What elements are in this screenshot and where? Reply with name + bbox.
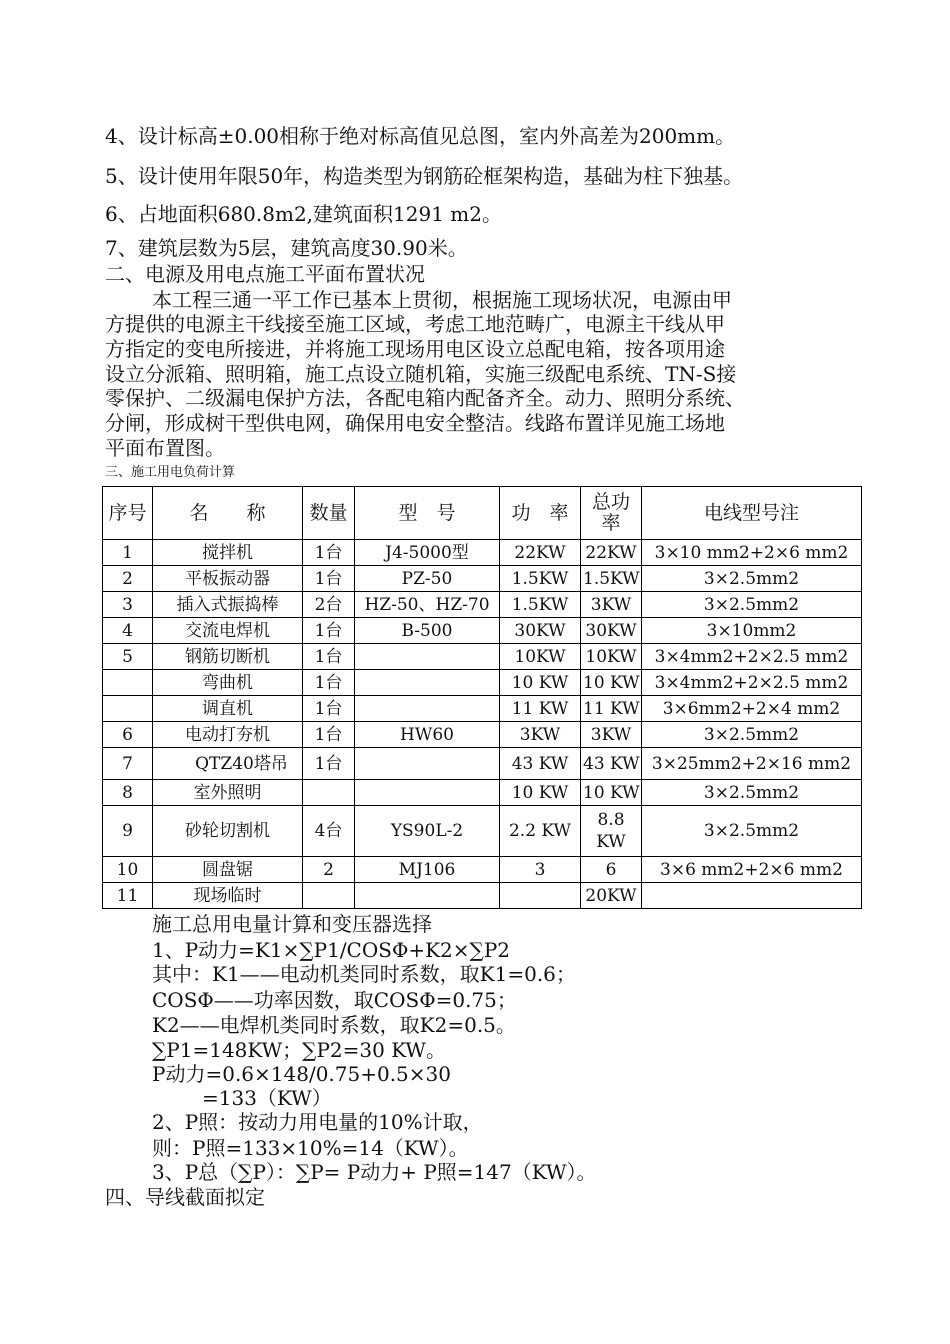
cell-quantity	[303, 883, 355, 909]
table-row	[103, 722, 862, 748]
cell-wire-model: 3×2.5mm2	[642, 722, 862, 748]
cell-quantity: 2台	[303, 592, 355, 618]
cell-quantity	[303, 780, 355, 806]
table-row	[103, 806, 862, 857]
table-row	[103, 696, 862, 722]
cell-wire-model: 3×2.5mm2	[642, 592, 862, 618]
table-header-row	[103, 487, 862, 540]
cell-total-power: 10 KW	[581, 670, 642, 696]
cell-model: HZ-50、HZ-70	[355, 592, 500, 618]
cell-index	[103, 670, 153, 696]
cell-index: 8	[103, 780, 153, 806]
cell-total-power: 22KW	[581, 540, 642, 566]
section-2-line: 平面布置图。	[105, 436, 225, 460]
cell-quantity: 1台	[303, 540, 355, 566]
cell-power: 10 KW	[500, 780, 581, 806]
cell-quantity: 1台	[303, 748, 355, 780]
calc-line: K2——电焊机类同时系数，取K2=0.5。	[152, 1013, 516, 1037]
calc-line: 2、P照：按动力用电量的10%计取，	[152, 1110, 483, 1134]
cell-power: 43 KW	[500, 748, 581, 780]
cell-index: 9	[103, 806, 153, 857]
section-2-line: 本工程三通一平工作已基本上贯彻，根据施工现场状况，电源由甲	[152, 288, 732, 312]
table-row	[103, 857, 862, 883]
cell-model: MJ106	[355, 857, 500, 883]
cell-index: 5	[103, 644, 153, 670]
cell-power	[500, 883, 581, 909]
header-quantity: 数量	[303, 487, 355, 540]
section-2-heading: 二、电源及用电点施工平面布置状况	[105, 262, 425, 286]
cell-name: 插入式振捣棒	[153, 592, 303, 618]
cell-index: 7	[103, 748, 153, 780]
cell-quantity: 4台	[303, 806, 355, 857]
cell-total-power: 3KW	[581, 592, 642, 618]
calc-line: 其中：K1——电动机类同时系数，取K1=0.6；	[152, 962, 576, 986]
cell-name: 室外照明	[153, 780, 303, 806]
cell-index: 1	[103, 540, 153, 566]
table-row	[103, 883, 862, 909]
cell-name: 平板振动器	[153, 566, 303, 592]
cell-wire-model: 3×10 mm2+2×6 mm2	[642, 540, 862, 566]
cell-wire-model: 3×4mm2+2×2.5 mm2	[642, 670, 862, 696]
cell-power: 10KW	[500, 644, 581, 670]
cell-name: 弯曲机	[153, 670, 303, 696]
cell-name: QTZ40塔吊	[153, 748, 303, 780]
table-row	[103, 566, 862, 592]
cell-index: 6	[103, 722, 153, 748]
table-row	[103, 592, 862, 618]
cell-total-power: 43 KW	[581, 748, 642, 780]
cell-model	[355, 748, 500, 780]
table-row	[103, 618, 862, 644]
cell-total-power: 6	[581, 857, 642, 883]
cell-model	[355, 670, 500, 696]
cell-wire-model	[642, 883, 862, 909]
cell-model: HW60	[355, 722, 500, 748]
table-row	[103, 670, 862, 696]
table-row	[103, 644, 862, 670]
cell-power: 11 KW	[500, 696, 581, 722]
cell-name: 搅拌机	[153, 540, 303, 566]
cell-wire-model: 3×10mm2	[642, 618, 862, 644]
table-row	[103, 748, 862, 780]
cell-name: 砂轮切割机	[153, 806, 303, 857]
header-power: 功 率	[500, 487, 581, 540]
cell-wire-model: 3×2.5mm2	[642, 806, 862, 857]
load-table	[102, 486, 862, 909]
item-5: 5、设计使用年限50年，构造类型为钢筋砼框架构造，基础为柱下独基。	[105, 164, 744, 188]
header-wire-model: 电线型号注	[642, 487, 862, 540]
cell-model	[355, 696, 500, 722]
calc-line: COSΦ——功率因数，取COSΦ=0.75；	[152, 988, 517, 1012]
calc-line: =133（KW）	[202, 1086, 332, 1110]
cell-index: 4	[103, 618, 153, 644]
cell-model: YS90L-2	[355, 806, 500, 857]
header-model: 型 号	[355, 487, 500, 540]
cell-name: 圆盘锯	[153, 857, 303, 883]
section-2-line: 方提供的电源主干线接至施工区域，考虑工地范畴广，电源主干线从甲	[105, 312, 725, 336]
cell-quantity: 1台	[303, 670, 355, 696]
cell-model	[355, 883, 500, 909]
calc-line: 1、P动力=K1×∑P1/COSΦ+K2×∑P2	[152, 938, 510, 962]
cell-total-power: 8.8 KW	[581, 806, 642, 857]
cell-total-power: 30KW	[581, 618, 642, 644]
calc-title: 施工总用电量计算和变压器选择	[152, 912, 432, 936]
cell-wire-model: 3×25mm2+2×16 mm2	[642, 748, 862, 780]
section-3-heading: 三、施工用电负荷计算	[105, 465, 236, 480]
header-total-power: 总功率	[581, 487, 642, 540]
cell-total-power: 1.5KW	[581, 566, 642, 592]
table-row	[103, 540, 862, 566]
item-7: 7、建筑层数为5层，建筑高度30.90米。	[105, 236, 468, 260]
cell-total-power: 20KW	[581, 883, 642, 909]
cell-wire-model: 3×2.5mm2	[642, 780, 862, 806]
cell-name: 钢筋切断机	[153, 644, 303, 670]
cell-power: 22KW	[500, 540, 581, 566]
calc-line: 3、P总（∑P）：∑P= P动力+ P照=147（KW）。	[152, 1160, 597, 1184]
cell-quantity: 1台	[303, 722, 355, 748]
cell-model: J4-5000型	[355, 540, 500, 566]
cell-model	[355, 644, 500, 670]
cell-index: 2	[103, 566, 153, 592]
calc-line: P动力=0.6×148/0.75+0.5×30	[152, 1062, 451, 1086]
cell-wire-model: 3×6 mm2+2×6 mm2	[642, 857, 862, 883]
cell-name: 现场临时	[153, 883, 303, 909]
cell-quantity: 1台	[303, 618, 355, 644]
item-6: 6、占地面积680.8m2,建筑面积1291 m2。	[105, 202, 502, 226]
cell-quantity: 1台	[303, 566, 355, 592]
cell-total-power: 3KW	[581, 722, 642, 748]
section-2-line: 设立分派箱、照明箱，施工点设立随机箱，实施三级配电系统、TN-S接	[105, 362, 737, 386]
cell-model: PZ-50	[355, 566, 500, 592]
cell-index: 11	[103, 883, 153, 909]
cell-power: 3	[500, 857, 581, 883]
cell-wire-model: 3×6mm2+2×4 mm2	[642, 696, 862, 722]
table-row	[103, 780, 862, 806]
cell-power: 2.2 KW	[500, 806, 581, 857]
cell-power: 10 KW	[500, 670, 581, 696]
cell-power: 30KW	[500, 618, 581, 644]
cell-model: B-500	[355, 618, 500, 644]
cell-total-power: 11 KW	[581, 696, 642, 722]
cell-wire-model: 3×2.5mm2	[642, 566, 862, 592]
cell-name: 交流电焊机	[153, 618, 303, 644]
section-4-heading: 四、导线截面拟定	[105, 1185, 265, 1209]
calc-line: ∑P1=148KW；∑P2=30 KW。	[152, 1038, 446, 1062]
cell-quantity: 1台	[303, 644, 355, 670]
section-2-line: 分闸，形成树干型供电网，确保用电安全整洁。线路布置详见施工场地	[105, 411, 725, 435]
cell-name: 调直机	[153, 696, 303, 722]
section-2-line: 零保护、二级漏电保护方法，各配电箱内配备齐全。动力、照明分系统、	[105, 386, 745, 410]
cell-index: 3	[103, 592, 153, 618]
header-name: 名 称	[153, 487, 303, 540]
cell-power: 1.5KW	[500, 592, 581, 618]
cell-index	[103, 696, 153, 722]
header-index: 序号	[103, 487, 153, 540]
cell-total-power: 10KW	[581, 644, 642, 670]
cell-wire-model: 3×4mm2+2×2.5 mm2	[642, 644, 862, 670]
cell-total-power: 10 KW	[581, 780, 642, 806]
cell-power: 1.5KW	[500, 566, 581, 592]
item-4: 4、设计标高±0.00相称于绝对标高值见总图，室内外高差为200mm。	[105, 124, 736, 148]
calc-line: 则：P照=133×10%=14（KW）。	[152, 1136, 469, 1160]
cell-model	[355, 780, 500, 806]
cell-quantity: 2	[303, 857, 355, 883]
section-2-line: 方指定的变电所接进，并将施工现场用电区设立总配电箱，按各项用途	[105, 337, 725, 361]
cell-index: 10	[103, 857, 153, 883]
cell-quantity: 1台	[303, 696, 355, 722]
cell-power: 3KW	[500, 722, 581, 748]
cell-name: 电动打夯机	[153, 722, 303, 748]
